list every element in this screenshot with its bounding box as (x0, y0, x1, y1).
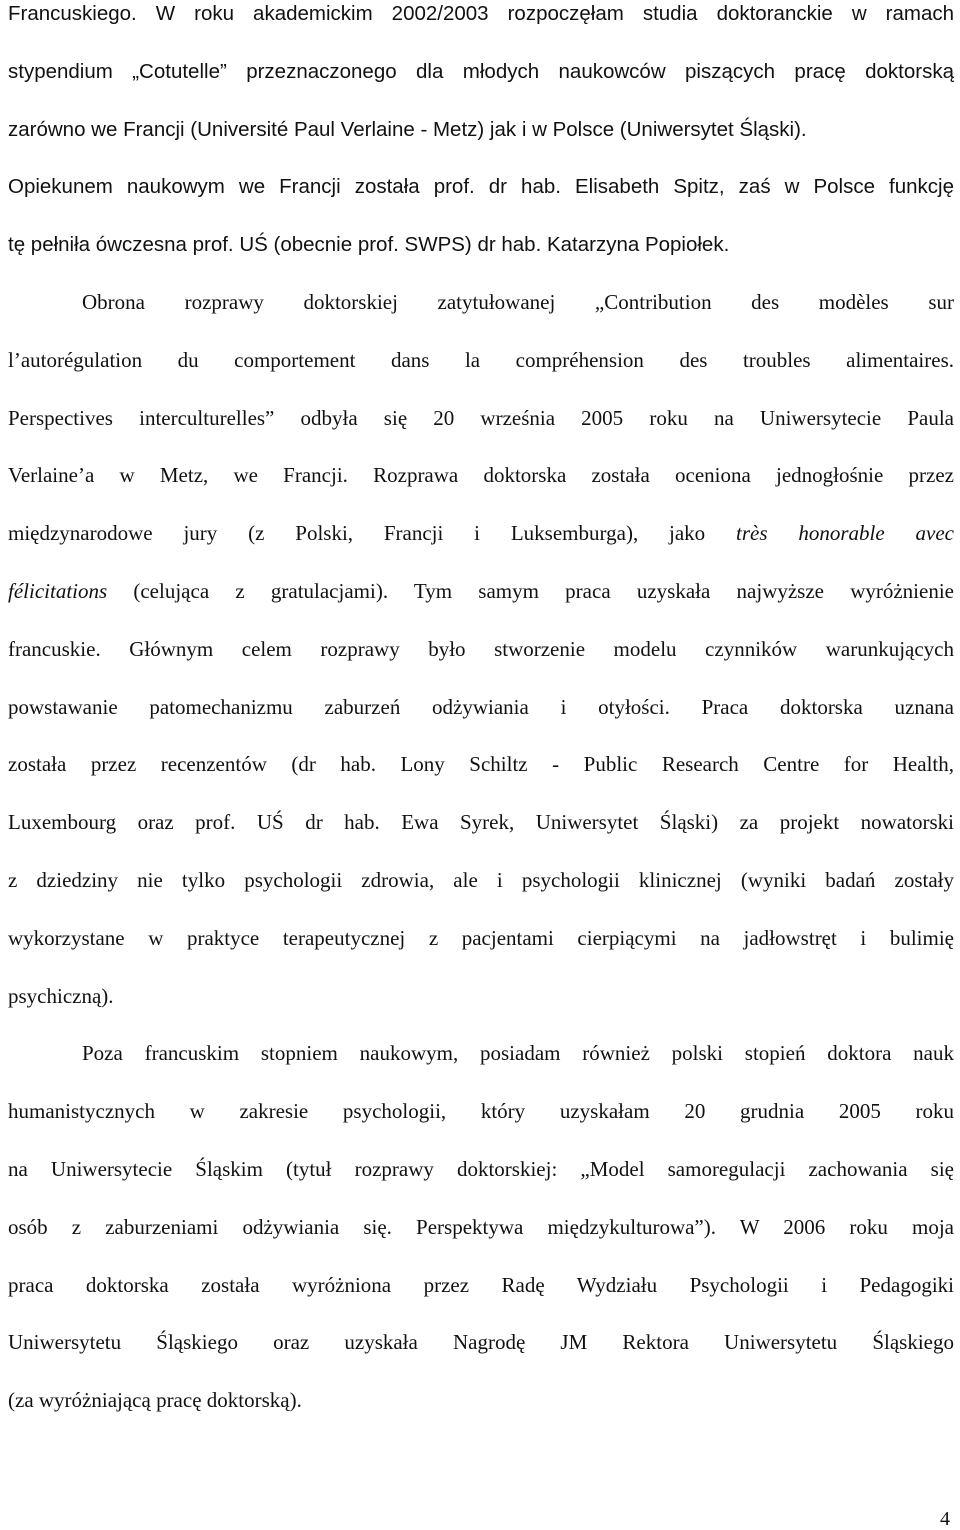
text-line (82, 289, 954, 315)
text-segment: osób z zaburzeniami odżywiania się. Perspektywa międzykulturowa”). W 2006 roku moja (8, 1214, 954, 1239)
text-line (8, 578, 954, 604)
text-line (8, 520, 954, 546)
text-segment: stypendium „Cotutelle” przeznaczonego dla młodych naukowców piszących pracę doktorską (8, 59, 954, 83)
text-line (8, 694, 954, 720)
text-segment: została przez recenzentów (dr hab. Lony Schiltz - Public Research Centre for Health, (8, 752, 954, 777)
italic-text-segment: félicitations (8, 579, 108, 603)
page-number: 4 (940, 1508, 950, 1530)
text-line (8, 347, 954, 373)
text-line (8, 867, 954, 893)
text-line (8, 405, 954, 431)
text-line (8, 0, 954, 26)
text-line (8, 173, 954, 199)
text-line (8, 751, 954, 777)
text-segment: (celująca z gratulacjami). Tym samym praca uzyskała najwyższe wyróżnienie (107, 579, 954, 603)
text-segment: Perspectives interculturelles” odbyła się 20 września 2005 roku na Uniwersytecie Paula (8, 405, 954, 430)
italic-text-segment: très honorable avec (736, 521, 954, 546)
text-line (82, 1040, 954, 1066)
text-line (8, 116, 954, 142)
text-line (8, 1156, 954, 1182)
text-segment: na Uniwersytecie Śląskim (tytuł rozprawy doktorskiej: „Model samoregulacji zachowania się (8, 1157, 954, 1181)
text-segment: francuskie. Głównym celem rozprawy było stworzenie modelu czynników warunkujących (8, 636, 954, 661)
text-segment: powstawanie patomechanizmu zaburzeń odżywiania i otyłości. Praca doktorska uznana (8, 694, 954, 719)
text-segment: (za wyróżniającą pracę doktorską). (8, 1388, 302, 1413)
text-segment: Francuskiego. W roku akademickim 2002/2003 rozpoczęłam studia doktoranckie w ramach (8, 2, 954, 25)
text-segment: z dziedziny nie tylko psychologii zdrowia, ale i psychologii klinicznej (wyniki badań zostały (8, 868, 954, 892)
text-segment: tę pełniła ówczesna prof. UŚ (obecnie prof. SWPS) dr hab. Katarzyna Popiołek. (8, 233, 730, 257)
text-line (8, 58, 954, 84)
text-line (8, 231, 954, 257)
text-segment: Obrona rozprawy doktorskiej zatytułowanej „Contribution des modèles sur (82, 290, 954, 314)
text-line (8, 462, 954, 488)
text-segment: psychiczną). (8, 983, 114, 1008)
text-line (8, 1098, 954, 1124)
text-segment: Poza francuskim stopniem naukowym, posiadam również polski stopień doktora nauk (82, 1041, 954, 1066)
text-segment: Verlaine’a w Metz, we Francji. Rozprawa doktorska została oceniona jednogłośnie przez (8, 463, 954, 488)
text-segment: l’autorégulation du comportement dans la compréhension des troubles alimentaires. (8, 347, 954, 372)
text-line (8, 1272, 954, 1298)
text-line (8, 925, 954, 951)
text-segment: praca doktorska została wyróżniona przez Radę Wydziału Psychologii i Pedagogiki (8, 1272, 954, 1297)
text-line (8, 1329, 954, 1355)
text-line (8, 1214, 954, 1240)
text-line (8, 1387, 954, 1413)
text-segment: międzynarodowe jury (z Polski, Francji i Luksemburga), jako (8, 521, 737, 546)
text-line (8, 809, 954, 835)
text-segment: Luxembourg oraz prof. UŚ dr hab. Ewa Syrek, Uniwersytet Śląski) za projekt nowatorski (8, 810, 954, 835)
text-line (8, 636, 954, 662)
text-line (8, 983, 954, 1009)
text-segment: Uniwersytetu Śląskiego oraz uzyskała Nagrodę JM Rektora Uniwersytetu Śląskiego (8, 1330, 954, 1355)
text-segment: wykorzystane w praktyce terapeutycznej z pacjentami cierpiącymi na jadłowstręt i bulimię (8, 925, 954, 950)
text-segment: zarówno we Francji (Université Paul Verlaine - Metz) jak i w Polsce (Uniwersytet Śląski). (8, 117, 807, 141)
text-segment: Opiekunem naukowym we Francji została prof. dr hab. Elisabeth Spitz, zaś w Polsce funkcję (8, 175, 954, 199)
text-segment: humanistycznych w zakresie psychologii, który uzyskałam 20 grudnia 2005 roku (8, 1099, 954, 1124)
